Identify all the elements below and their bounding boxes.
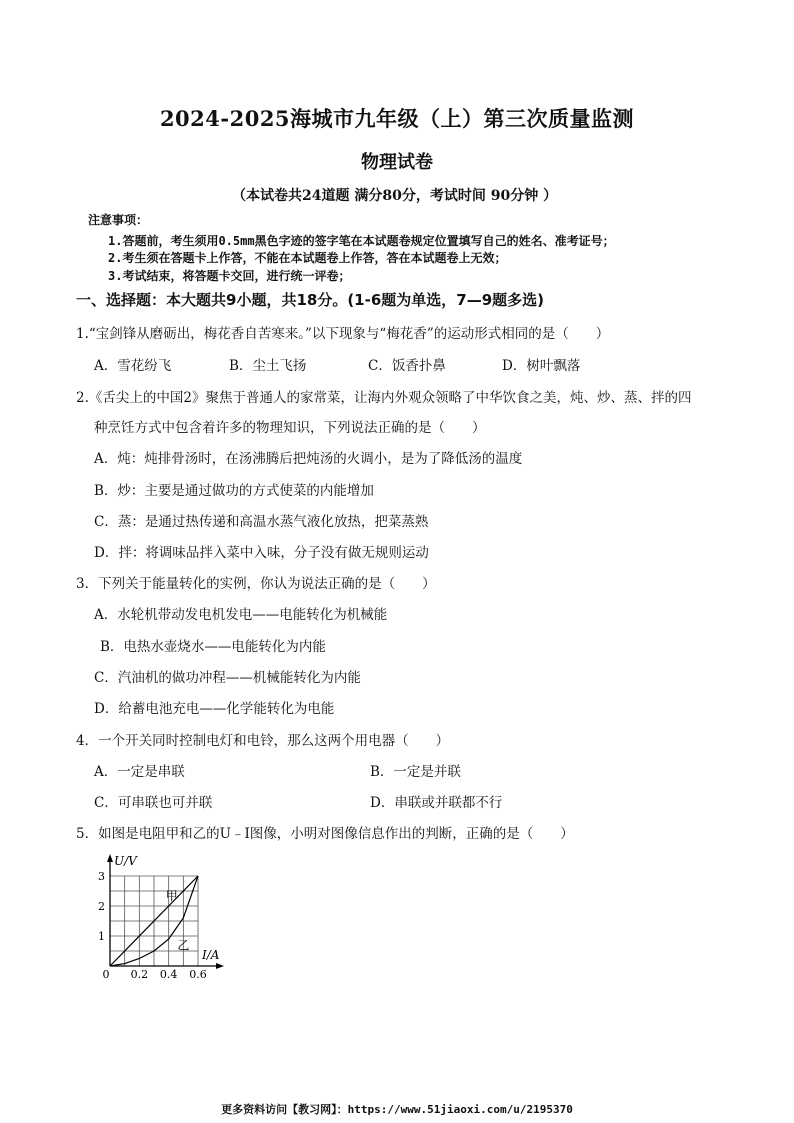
question-2-stem-cont: 种烹饪方式中包含着许多的物理知识，下列说法正确的是（ ）	[94, 420, 486, 436]
x-axis-arrow	[216, 963, 224, 969]
series-label-jia: 甲	[165, 889, 178, 903]
q3-option-a: A．水轮机带动发电机发电——电能转化为机械能	[94, 607, 388, 623]
notice-item: 1.答题前，考生须用0.5mm黑色字迹的签字笔在本试题卷规定位置填写自己的姓名、准考证号；	[108, 234, 615, 248]
series-label-yi: 乙	[177, 938, 190, 953]
x-tick-label: 0.6	[189, 968, 207, 981]
q1-option-c: C．饭香扑鼻	[368, 358, 446, 374]
question-5-stem: 5．如图是电阻甲和乙的U﹣I图像，小明对图像信息作出的判断，正确的是（ ）	[76, 826, 574, 842]
chart-labels	[98, 854, 220, 981]
q3-option-d: D．给蓄电池充电——化学能转化为电能	[94, 701, 335, 717]
exam-info: （本试卷共24道题 满分80分，考试时间 90分钟 ）	[232, 188, 558, 204]
notice-item: 2.考生须在答题卡上作答，不能在本试题卷上作答，答在本试题卷上无效；	[108, 251, 507, 265]
question-2-stem: 2.《舌尖上的中国2》聚焦于普通人的家常菜，让海内外观众领略了中华饮食之美，炖、炒、蒸、拌的四	[76, 390, 692, 406]
q2-option-a: A．炖：炖排骨汤时，在汤沸腾后把炖汤的火调小，是为了降低汤的温度	[94, 451, 523, 467]
q2-option-d: D．拌：将调味品拌入菜中入味，分子没有做无规则运动	[94, 545, 429, 561]
question-4-stem: 4．一个开关同时控制电灯和电铃，那么这两个用电器（ ）	[76, 733, 450, 749]
x-tick-label: 0	[102, 968, 110, 981]
question-3-stem: 3．下列关于能量转化的实例，你认为说法正确的是（ ）	[76, 576, 436, 592]
q4-option-b: B．一定是并联	[370, 764, 461, 780]
q3-option-c: C．汽油机的做功冲程——机械能转化为内能	[94, 670, 361, 686]
q1-option-b: B．尘土飞扬	[229, 358, 307, 374]
q4-option-d: D．串联或并联都不行	[370, 795, 503, 811]
y-tick-label: 3	[98, 870, 105, 883]
x-tick-label: 0.2	[130, 968, 149, 981]
q1-option-d: D．树叶飘落	[502, 358, 581, 374]
exam-title: 2024-2025海城市九年级（上）第三次质量监测	[159, 106, 635, 131]
section-heading: 一、选择题：本大题共9小题，共18分。(1-6题为单选，7—9题多选)	[76, 291, 544, 309]
footer-link[interactable]: 更多资料访问【教习网】：https://www.51jiaoxi.com/u/2195370	[221, 1103, 573, 1116]
question-1-stem: 1.“宝剑锋从磨砺出，梅花香自苦寒来。”以下现象与“梅花香”的运动形式相同的是（ ）	[76, 326, 610, 342]
y-tick-label: 1	[98, 930, 105, 943]
q4-option-a: A．一定是串联	[94, 764, 185, 780]
ui-graph	[90, 848, 240, 983]
x-tick-label: 0.4	[159, 968, 178, 981]
q2-option-b: B．炒：主要是通过做功的方式使菜的内能增加	[94, 483, 374, 499]
y-axis-label: U/V	[114, 854, 137, 868]
notice-item: 3.考试结束，将答题卡交回，进行统一评卷；	[108, 269, 351, 283]
q3-option-b: B．电热水壶烧水——电能转化为内能	[100, 639, 326, 655]
notice-heading: 注意事项：	[88, 213, 149, 227]
y-tick-label: 2	[98, 900, 105, 913]
y-axis-arrow	[107, 854, 113, 862]
x-axis-label: I/A	[202, 948, 220, 962]
exam-subtitle: 物理试卷	[361, 152, 433, 173]
q1-option-a: A．雪花纷飞	[94, 358, 172, 374]
q2-option-c: C．蒸：是通过热传递和高温水蒸气液化放热，把菜蒸熟	[94, 514, 429, 530]
q4-option-c: C．可串联也可并联	[94, 795, 213, 811]
